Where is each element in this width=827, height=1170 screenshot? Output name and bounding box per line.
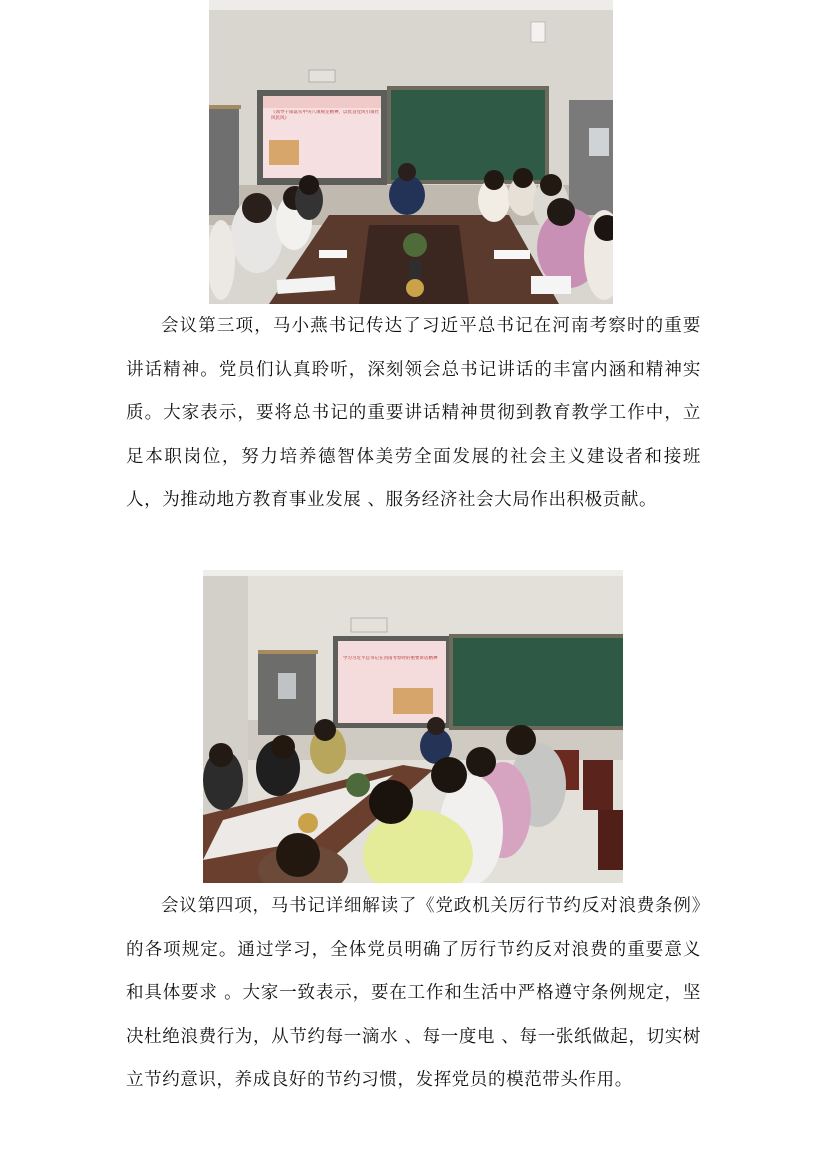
paragraph-item-4: 会议第四项，马书记详细解读了《党政机关厉行节约反对浪费条例》的各项规定。通过学习，全体党员明确了厉行节约反对浪费的重要意义和具体要求 。大家一致表示，要在工作和生活中严格遵守条例规定，坚决杜绝浪费行为，从节约每一滴水 、每一度电 、每一张纸做起，切实树立节约意识，养成良好的节约习惯，发挥党员的模范带头作用。 [126, 896, 701, 1090]
meeting-photo-1 [209, 0, 613, 304]
meeting-photo-1-image [209, 0, 613, 304]
paragraph-item-3: 会议第三项，马小燕书记传达了习近平总书记在河南考察时的重要讲话精神。党员们认真聆听，深刻领会总书记讲话的丰富内涵和精神实质。大家表示，要将总书记的重要讲话精神贯彻到教育教学工作中，立足本职岗位，努力培养德智体美劳全面发展的社会主义建设者和接班人，为推动地方教育事业发展 、服务经济社会大局作出积极贡献。 [126, 316, 701, 510]
meeting-photo-2 [203, 570, 623, 883]
meeting-photo-2-image [203, 570, 623, 883]
screen-slide-title-1: 《领导干部落实中央八项规定精神，以优良党风引领社风民风》 [271, 110, 379, 121]
screen-slide-title-2: 学习习近平总书记在河南考察时的重要讲话精神 [343, 656, 438, 661]
